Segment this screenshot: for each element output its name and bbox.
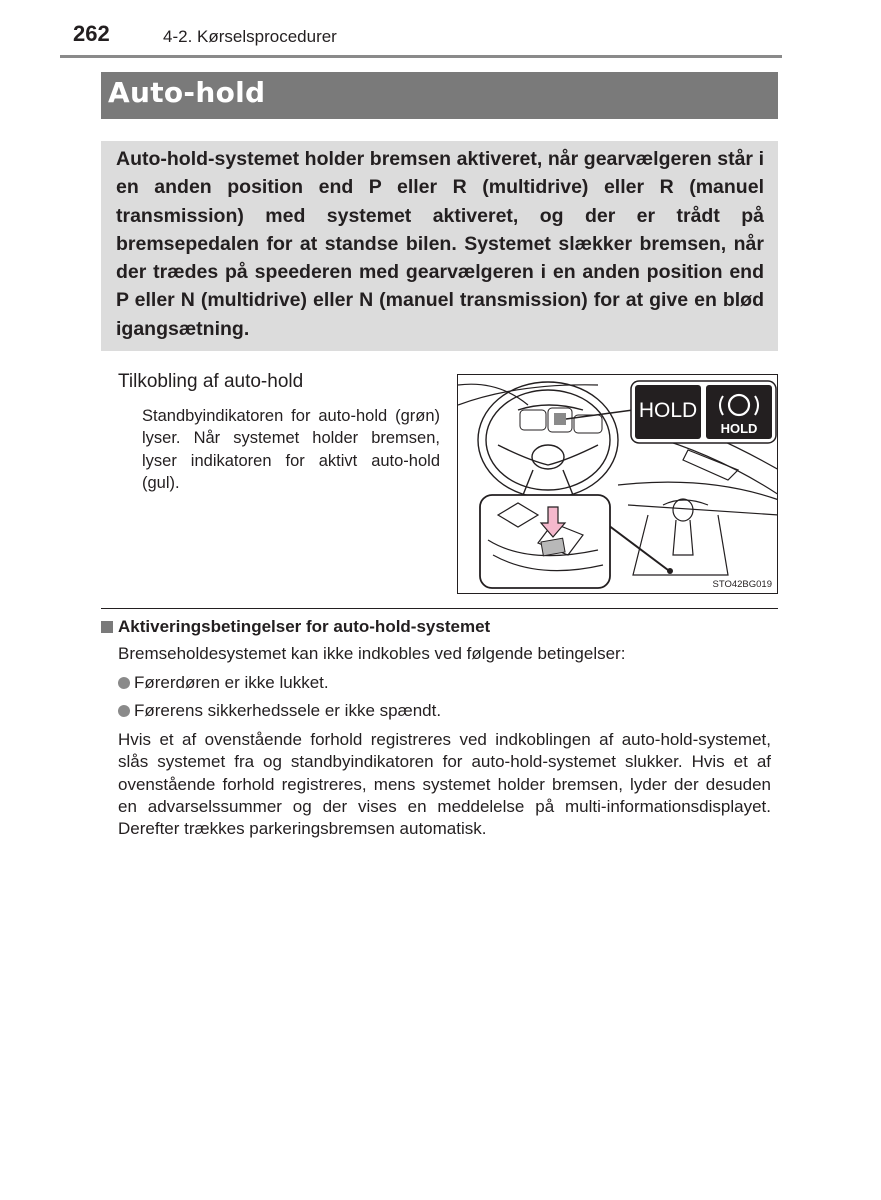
conditions-heading-text: Aktiveringsbetingelser for auto-hold-systemet bbox=[118, 617, 491, 636]
hold-indicator-label: HOLD bbox=[638, 399, 698, 422]
activation-body: Standbyindikatoren for auto-hold (grøn) lyser. Når systemet holder bremsen, lyser indikatoren for aktivt auto-hold (gul). bbox=[142, 407, 440, 492]
list-item-text: Førerdøren er ikke lukket. bbox=[134, 673, 329, 692]
intro-text: Auto-hold-systemet holder bremsen aktiveret, når gearvælgeren står i en anden position end P eller R (multidrive) eller R (manuel transmission) med systemet aktiveret, og der er trådt på bremsepedalen for at standse bilen. Systemet slækker bremsen, når der trædes på speederen med gearvælgeren i en anden position end P eller N (multidrive) eller N (manuel transmission) for at give en blød igangsætning. bbox=[116, 148, 764, 340]
bullet-dot-icon bbox=[118, 705, 130, 717]
title-bar bbox=[101, 72, 778, 119]
page-title: Auto-hold bbox=[108, 76, 266, 109]
hold-symbol-label: HOLD bbox=[720, 421, 758, 436]
section-reference: 4-2. Kørselsprocedurer bbox=[163, 27, 337, 46]
figure-code: STO42BG019 bbox=[712, 579, 772, 590]
bullet-dot-icon bbox=[118, 677, 130, 689]
section-divider bbox=[101, 608, 778, 609]
conditions-paragraph: Hvis et af ovenstående forhold registreres ved indkoblingen af auto-hold-systemet, slås systemet fra og standbyindikatoren for auto-hold-systemet slukker. Hvis et af ovenstående forhold registreres, mens systemet holder bremsen, lyder der desuden en advarselssummer og der vises en meddelelse på multi-informationsdisplayet. Derefter trækkes parkeringsbremsen automatisk. bbox=[118, 730, 771, 839]
list-item bbox=[118, 673, 329, 693]
header-rule bbox=[60, 55, 782, 58]
dashboard-drawing bbox=[458, 375, 778, 594]
intro-box bbox=[101, 141, 778, 351]
page-number: 262 bbox=[73, 21, 110, 46]
list-item-text: Førerens sikkerhedssele er ikke spændt. bbox=[134, 701, 442, 720]
square-bullet-icon bbox=[101, 621, 113, 633]
activation-heading: Tilkobling af auto-hold bbox=[118, 371, 304, 392]
conditions-intro: Bremseholdesystemet kan ikke indkobles ved følgende betingelser: bbox=[118, 644, 626, 663]
list-item bbox=[118, 701, 441, 721]
auto-hold-illustration bbox=[457, 374, 778, 594]
conditions-heading bbox=[101, 617, 490, 637]
